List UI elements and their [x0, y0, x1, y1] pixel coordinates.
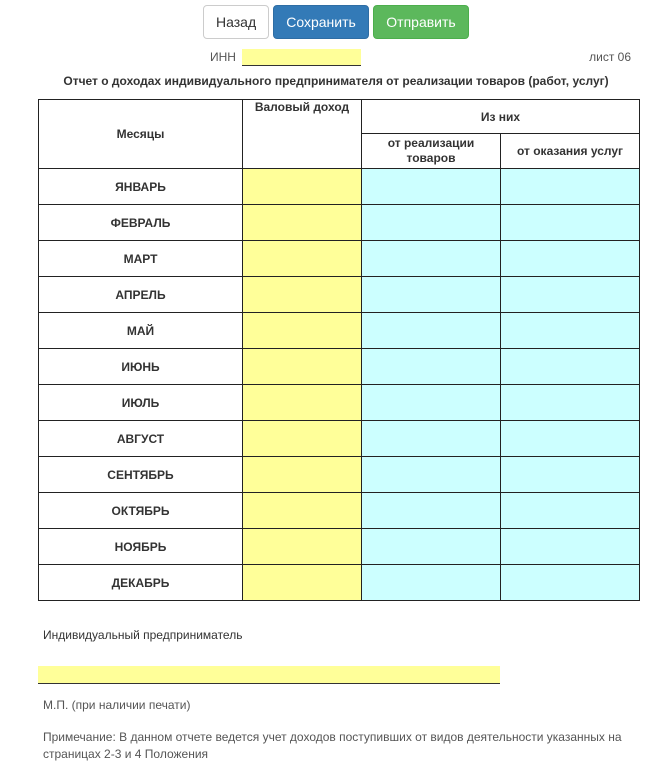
- back-button[interactable]: Назад: [203, 5, 269, 39]
- month-label: АПРЕЛЬ: [39, 277, 243, 313]
- gross-income-input[interactable]: [243, 313, 362, 349]
- table-row: [39, 313, 640, 349]
- goods-income-field: [362, 277, 501, 313]
- col-header-services: от оказания услуг: [501, 134, 640, 169]
- services-income-field: [501, 457, 640, 493]
- table-row: [39, 277, 640, 313]
- table-row: [39, 241, 640, 277]
- month-label: МАРТ: [39, 241, 243, 277]
- gross-income-input[interactable]: [243, 421, 362, 457]
- gross-income-input[interactable]: [243, 565, 362, 601]
- table-row: [39, 169, 640, 205]
- table-row: [39, 421, 640, 457]
- gross-income-input[interactable]: [243, 205, 362, 241]
- services-income-field: [501, 241, 640, 277]
- gross-income-input[interactable]: [243, 349, 362, 385]
- table-body: [39, 169, 640, 601]
- gross-income-input[interactable]: [243, 529, 362, 565]
- table-row: [39, 457, 640, 493]
- goods-income-field: [362, 205, 501, 241]
- services-income-field: [501, 169, 640, 205]
- send-button[interactable]: Отправить: [373, 5, 469, 39]
- services-income-field: [501, 385, 640, 421]
- gross-income-input[interactable]: [243, 241, 362, 277]
- goods-income-field: [362, 565, 501, 601]
- goods-income-field: [362, 457, 501, 493]
- gross-income-input[interactable]: [243, 277, 362, 313]
- toolbar: [0, 5, 672, 39]
- save-button[interactable]: Сохранить: [273, 5, 369, 39]
- note-text: Примечание: В данном отчете ведется учет доходов поступивших от видов деятельности указанных на страницах 2-3 и 4 Положения: [43, 730, 622, 761]
- goods-income-field: [362, 241, 501, 277]
- inn-row: [0, 49, 672, 67]
- table-row: [39, 349, 640, 385]
- services-income-field: [501, 349, 640, 385]
- month-label: АВГУСТ: [39, 421, 243, 457]
- gross-income-input[interactable]: [243, 457, 362, 493]
- month-label: ОКТЯБРЬ: [39, 493, 243, 529]
- col-header-goods: от реализации товаров: [362, 134, 501, 169]
- income-table: [38, 99, 640, 601]
- goods-income-field: [362, 493, 501, 529]
- services-income-field: [501, 529, 640, 565]
- col-header-months: Месяцы: [39, 100, 243, 169]
- table-row: [39, 529, 640, 565]
- services-income-field: [501, 205, 640, 241]
- inn-input[interactable]: [242, 49, 361, 66]
- goods-income-field: [362, 169, 501, 205]
- table-row: [39, 493, 640, 529]
- services-income-field: [501, 313, 640, 349]
- report-title: Отчет о доходах индивидуального предпринимателя от реализации товаров (работ, услуг): [63, 74, 609, 88]
- sheet-number: лист 06: [589, 50, 631, 64]
- table-row: [39, 205, 640, 241]
- month-label: ЯНВАРЬ: [39, 169, 243, 205]
- col-header-gross-income: Валовый доход: [243, 100, 362, 169]
- inn-label: ИНН: [210, 50, 236, 64]
- table-row: [39, 565, 640, 601]
- signer-label: Индивидуальный предприниматель: [43, 628, 243, 642]
- services-income-field: [501, 277, 640, 313]
- goods-income-field: [362, 349, 501, 385]
- col-header-of-which: Из них: [362, 100, 640, 134]
- signer-input[interactable]: [38, 666, 500, 684]
- month-label: МАЙ: [39, 313, 243, 349]
- goods-income-field: [362, 313, 501, 349]
- stamp-label: М.П. (при наличии печати): [43, 698, 191, 712]
- gross-income-input[interactable]: [243, 169, 362, 205]
- month-label: ИЮНЬ: [39, 349, 243, 385]
- services-income-field: [501, 421, 640, 457]
- goods-income-field: [362, 529, 501, 565]
- month-label: НОЯБРЬ: [39, 529, 243, 565]
- gross-income-input[interactable]: [243, 385, 362, 421]
- month-label: ФЕВРАЛЬ: [39, 205, 243, 241]
- month-label: ДЕКАБРЬ: [39, 565, 243, 601]
- services-income-field: [501, 493, 640, 529]
- month-label: ИЮЛЬ: [39, 385, 243, 421]
- gross-income-input[interactable]: [243, 493, 362, 529]
- month-label: СЕНТЯБРЬ: [39, 457, 243, 493]
- goods-income-field: [362, 385, 501, 421]
- services-income-field: [501, 565, 640, 601]
- table-row: [39, 385, 640, 421]
- goods-income-field: [362, 421, 501, 457]
